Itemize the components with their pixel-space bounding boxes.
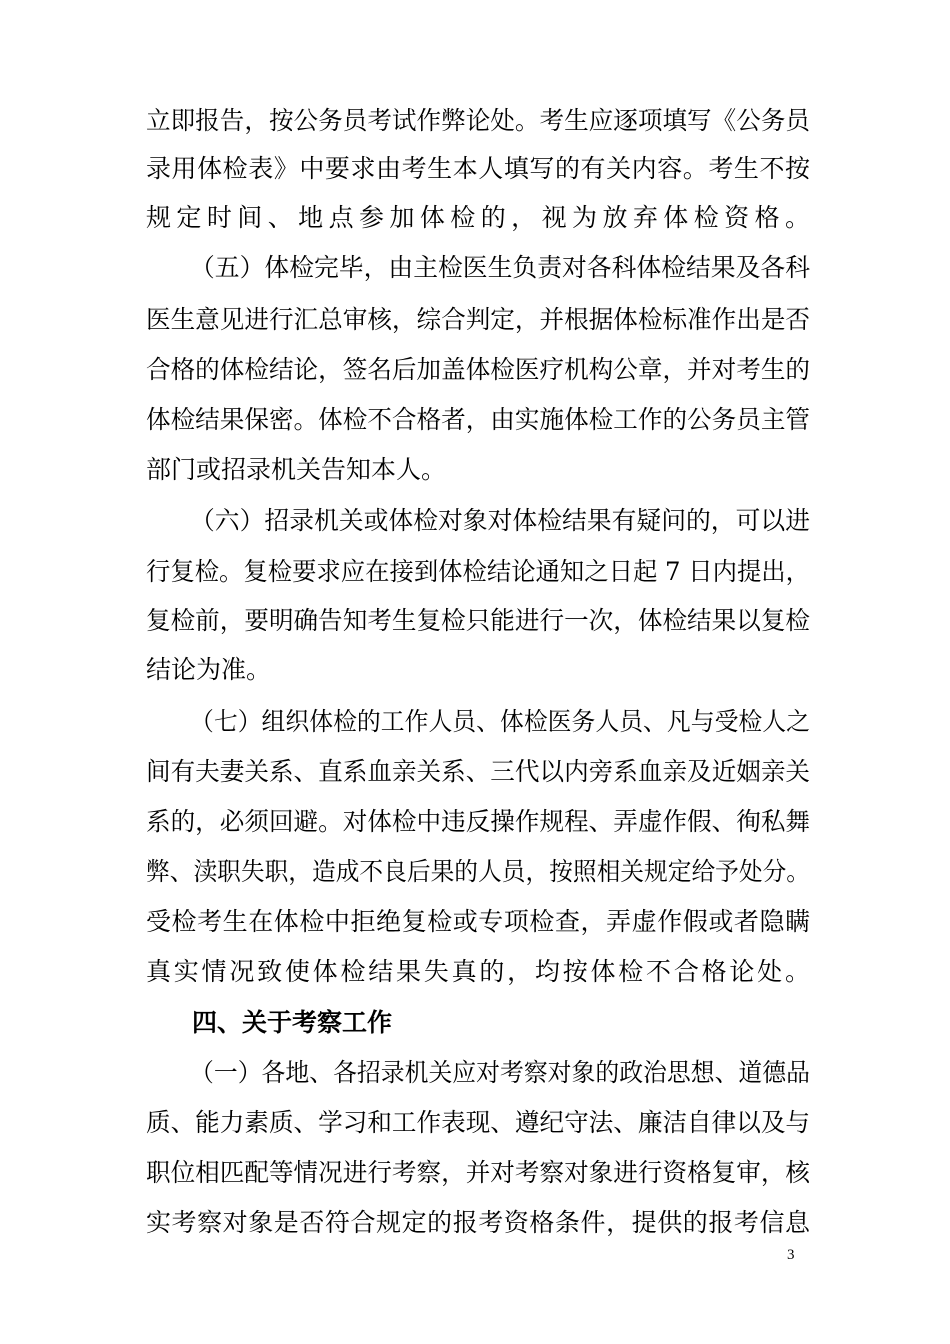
line-text: （六）招录机关或体检对象对体检结果有疑问的，可以进 [190,506,811,535]
text-line [0,203,950,233]
line-text: 实考察对象是否符合规定的报考资格条件，提供的报考信息 [146,1208,811,1237]
line-text: 结论为准。 [146,655,272,684]
line-text: （七）组织体检的工作人员、体检医务人员、凡与受检人之 [190,707,810,736]
line-text: （五）体检完毕，由主检医生负责对各科体检结果及各科 [190,253,811,282]
text-line [0,807,950,837]
text-line [0,253,950,283]
text-line [0,506,950,536]
line-text: 职位相匹配等情况进行考察，并对考察对象进行资格复审，核 [146,1158,811,1187]
line-text: 体检结果保密。体检不合格者，由实施体检工作的公务员主管 [146,405,811,434]
line-text: 录用体检表》中要求由考生本人填写的有关内容。考生不按 [146,154,811,183]
line-text: 医生意见进行汇总审核，综合判定，并根据体检标准作出是否 [146,305,811,334]
line-text: 系的，必须回避。对体检中违反操作规程、弄虚作假、徇私舞 [146,807,811,836]
text-line [0,1208,950,1238]
line-text: 复检前，要明确告知考生复检只能进行一次，体检结果以复检 [146,606,811,635]
text-line [0,1058,950,1088]
line-text: 规定时间、地点参加体检的，视为放弃体检资格。 [146,203,816,232]
line-text: 部门或招录机关告知本人。 [146,455,447,484]
text-line [0,455,950,485]
text-line [0,757,950,787]
text-line [0,154,950,184]
section-heading [0,1008,950,1038]
text-line [0,707,950,737]
line-text: 合格的体检结论，签名后加盖体检医疗机构公章，并对考生的 [146,355,811,384]
text-line [0,1108,950,1138]
text-line [0,957,950,987]
line-text: 质、能力素质、学习和工作表现、遵纪守法、廉洁自律以及与 [146,1108,811,1137]
line-text: 间有夫妻关系、直系血亲关系、三代以内旁系血亲及近姻亲关 [146,757,811,786]
page-number: 3 [787,1247,795,1263]
text-line [0,355,950,385]
text-line [0,305,950,335]
text-line [0,557,950,587]
line-text: 立即报告，按公务员考试作弊论处。考生应逐项填写《公务员 [146,106,811,135]
text-line [0,106,950,136]
line-text: 行复检。复检要求应在接到体检结论通知之日起 7 日内提出， [146,557,811,586]
text-line [0,907,950,937]
text-line [0,606,950,636]
text-line [0,405,950,435]
line-text: 受检考生在体检中拒绝复检或专项检查，弄虚作假或者隐瞒 [146,907,811,936]
text-line [0,857,950,887]
text-line [0,655,950,685]
line-text: 弊、渎职失职，造成不良后果的人员，按照相关规定给予处分。 [146,857,811,886]
line-text: （一）各地、各招录机关应对考察对象的政治思想、道德品 [190,1058,810,1087]
heading-text: 四、关于考察工作 [192,1008,393,1037]
line-text: 真实情况致使体检结果失真的，均按体检不合格论处。 [146,957,813,986]
text-line [0,1158,950,1188]
